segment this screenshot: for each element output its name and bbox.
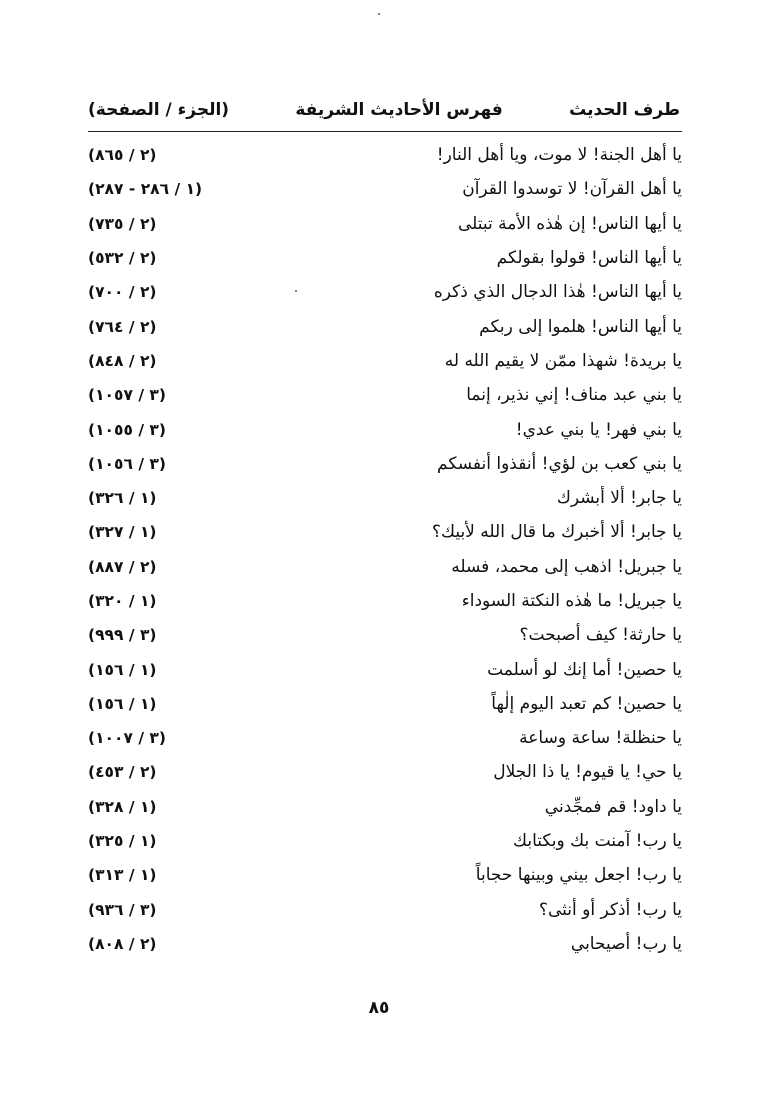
index-entry <box>88 755 682 789</box>
index-entry <box>88 550 682 584</box>
index-entry <box>88 790 682 824</box>
entry-reference: (١ / ٣٢٠) <box>88 592 157 610</box>
table-header <box>88 92 680 128</box>
entry-text: يا جبريل! ما هٰذه النكتة السوداء <box>461 591 682 611</box>
index-entry <box>88 138 682 172</box>
index-entry <box>88 858 682 892</box>
entry-reference: (٢ / ٨٠٨) <box>88 934 157 953</box>
entry-text: يا جبريل! اذهب إلى محمد، فسله <box>451 556 682 577</box>
entry-text: يا جابر! ألا أخبرك ما قال الله لأبيك؟ <box>431 522 682 543</box>
entry-text: يا بني كعب بن لؤي! أنقذوا أنفسكم <box>437 453 682 474</box>
entry-text: يا رب! آمنت بك وبكتابك <box>513 831 682 852</box>
entry-text: يا حصين! أما إنك لو أسلمت <box>487 659 682 680</box>
entry-reference: (٣ / ١٠٥٥) <box>88 420 166 439</box>
index-entry <box>88 652 682 686</box>
header-index-title: فهرس الأحاديث الشريفة <box>295 100 503 120</box>
index-entry <box>88 584 682 618</box>
index-entry <box>88 481 682 515</box>
entry-text: يا حنظلة! ساعة وساعة <box>519 728 682 749</box>
entry-reference: (٣ / ٩٩٩) <box>88 626 157 645</box>
index-entry <box>88 515 682 549</box>
entry-text: يا أيها الناس! قولوا بقولكم <box>496 248 682 269</box>
entry-reference: (٣ / ١٠٥٦) <box>88 454 166 473</box>
index-entry <box>88 275 682 309</box>
entry-reference: (٢ / ٨٨٧) <box>88 557 157 576</box>
entry-text: يا رب! أصيحابي <box>570 933 682 954</box>
index-entry <box>88 618 682 652</box>
header-reference-column: (الجزء / الصفحة) <box>88 100 230 120</box>
index-entry <box>88 721 682 755</box>
header-divider <box>88 131 682 132</box>
entry-text: يا حارثة! كيف أصبحت؟ <box>519 625 682 646</box>
entry-text: يا رب! اجعل بيني وبينها حجاباً <box>475 865 682 886</box>
entry-reference: (١ / ١٥٦) <box>88 660 157 679</box>
entry-text: يا أهل القرآن! لا توسدوا القرآن <box>462 179 682 200</box>
index-entry <box>88 207 682 241</box>
index-entry <box>88 378 682 412</box>
entry-text: يا أيها الناس! هلموا إلى ربكم <box>479 316 682 337</box>
entry-text: يا أيها الناس! هٰذا الدجال الذي ذكره <box>433 282 682 303</box>
entry-text: يا رب! أذكر أو أنثى؟ <box>538 899 682 920</box>
entry-text: يا بني فهر! يا بني عدي! <box>515 419 682 440</box>
entry-reference: (١ / ٣٢٦) <box>88 489 157 508</box>
entry-text: يا بني عبد مناف! إني نذير، إنما <box>466 385 682 406</box>
entry-reference: (١ / ٣١٣) <box>88 866 157 885</box>
index-entry <box>88 893 682 927</box>
entry-reference: (٣ / ٩٣٦) <box>88 900 157 919</box>
hadith-index-list <box>88 138 682 961</box>
entry-text: يا حصين! كم تعبد اليوم إلٰهاً <box>491 693 682 714</box>
entry-reference: (٣ / ١٠٠٧) <box>88 729 166 748</box>
entry-text: يا بريدة! شهذا ممّن لا يقيم الله له <box>444 350 682 371</box>
index-entry <box>88 687 682 721</box>
index-entry <box>88 344 682 378</box>
entry-reference: (٢ / ٨٤٨) <box>88 351 157 370</box>
entry-reference: (١ / ١٥٦) <box>88 694 157 713</box>
entry-text: يا حي! يا قيوم! يا ذا الجلال <box>493 762 682 783</box>
index-entry <box>88 824 682 858</box>
index-entry <box>88 309 682 343</box>
entry-reference: (٢ / ٧٦٤) <box>88 317 157 336</box>
entry-text: يا أهل الجنة! لا موت، ويا أهل النار! <box>436 145 682 166</box>
index-entry <box>88 447 682 481</box>
index-entry <box>88 412 682 446</box>
print-speck <box>378 13 380 15</box>
entry-reference: (٢ / ٧٠٠) <box>88 283 157 302</box>
entry-reference: (١ / ٣٢٥) <box>88 832 157 851</box>
entry-reference: (٢ / ٥٣٢) <box>88 249 157 268</box>
entry-reference: (٢ / ٧٣٥) <box>88 214 157 233</box>
header-hadith-column: طرف الحديث <box>569 100 680 120</box>
entry-reference: (١ / ٣٢٧) <box>88 523 157 542</box>
index-entry <box>88 241 682 275</box>
page-number: ٨٥ <box>368 998 390 1018</box>
entry-text: يا داود! قم فمجِّدني <box>544 796 682 817</box>
entry-reference: (٢ / ٤٥٣) <box>88 763 157 782</box>
entry-reference: (١ / ٣٢٨) <box>88 797 157 816</box>
index-entry <box>88 927 682 961</box>
entry-text: يا جابر! ألا أبشرك <box>556 488 682 509</box>
index-entry <box>88 172 682 206</box>
entry-text: يا أيها الناس! إن هٰذه الأمة تبتلى <box>457 213 682 234</box>
print-speck <box>295 290 297 292</box>
entry-reference: (٢ / ٨٦٥) <box>88 146 157 165</box>
entry-reference: (١ / ٢٨٦ - ٢٨٧) <box>88 180 203 199</box>
entry-reference: (٣ / ١٠٥٧) <box>88 386 166 405</box>
